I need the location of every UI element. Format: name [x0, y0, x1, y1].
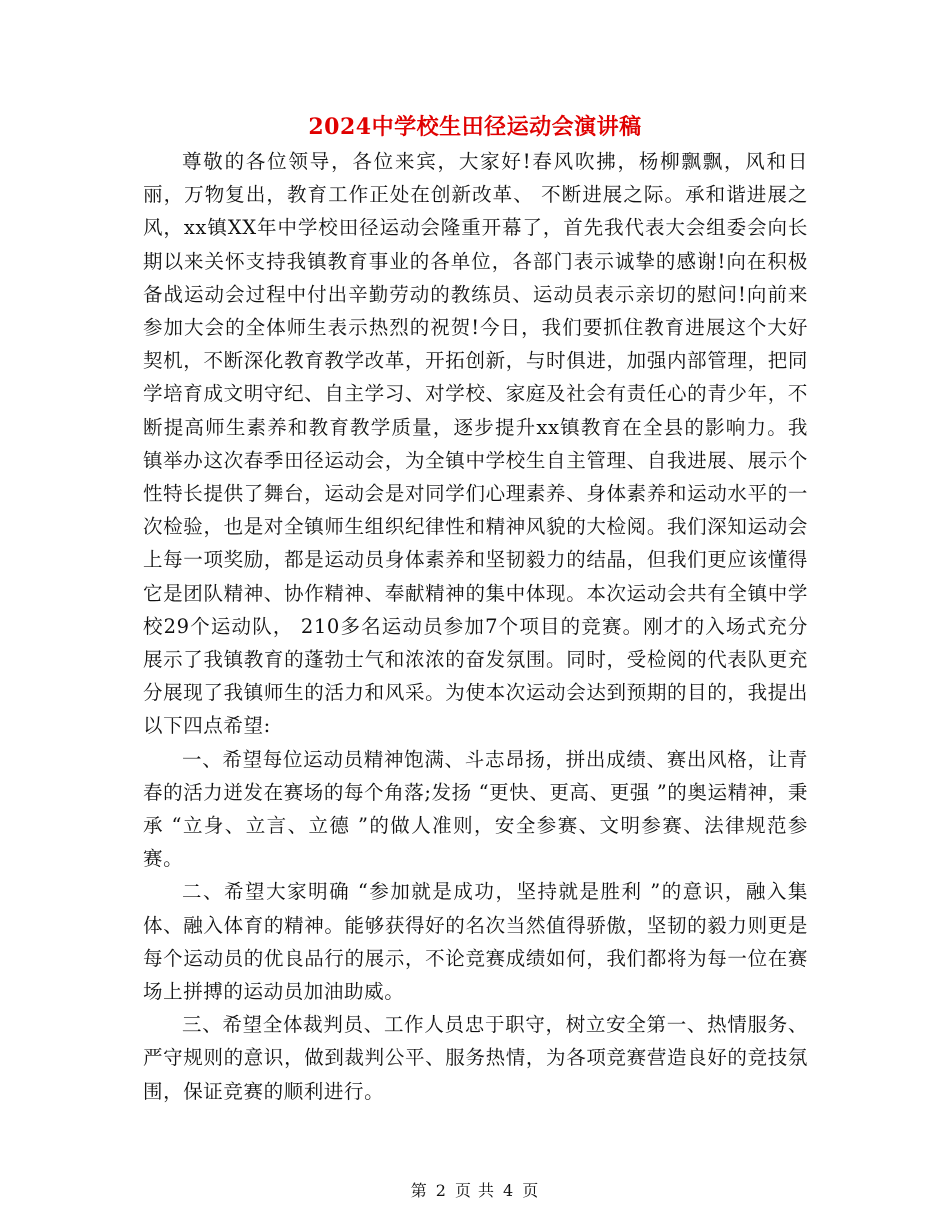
footer-prefix: 第 — [410, 1181, 428, 1200]
footer-suffix: 页 — [522, 1181, 540, 1200]
paragraph-hope-3: 三、希望全体裁判员、工作人员忠于职守，树立安全第一、热情服务、严守规则的意识，做到裁判公平、服务热情，为各项竞赛营造良好的竞技氛围，保证竞赛的顺利进行。 — [143, 1013, 808, 1103]
footer-total-pages: 4 — [503, 1181, 515, 1200]
paragraph-hope-1: 一、希望每位运动员精神饱满、斗志昂扬，拼出成绩、赛出风格，让青春的活力迸发在赛场的每个角落;发扬 “更快、更高、更强 ”的奥运精神，秉承 “立身、立言、立德 ”的做人准则，安全参赛、文明参赛、法律规范参赛。 — [143, 747, 809, 871]
page-footer — [0, 1180, 950, 1202]
footer-current-page: 2 — [435, 1181, 447, 1200]
paragraph-intro: 尊敬的各位领导，各位来宾，大家好!春风吹拂，杨柳飘飘，风和日丽，万物复出，教育工作正处在创新改革、 不断进展之际。承和谐进展之风，xx镇XX年中学校田径运动会隆重开幕了，首先我代表大会组委会向长期以来关怀支持我镇教育事业的各单位，各部门表示诚挚的感谢!向在积极备战运动会过程中付出辛勤劳动的教练员、运动员表示亲切的慰问!向前来参加大会的全体师生表示热烈的祝贺!今日，我们要抓住教育进展这个大好契机，不断深化教育教学改革，开拓创新，与时俱进，加强内部管理，把同学培育成文明守纪、自主学习、对学校、家庭及社会有责任心的青少年，不断提高师生素养和教育教学质量，逐步提升xx镇教育在全县的影响力。我镇举办这次春季田径运动会，为全镇中学校生自主管理、自我进展、展示个性特长提供了舞台，运动会是对同学们心理素养、身体素养和运动水平的一次检验，也是对全镇师生组织纪律性和精神风貌的大检阅。我们深知运动会上每一项奖励，都是运动员身体素养和坚韧毅力的结晶，但我们更应该懂得它是团队精神、协作精神、奉献精神的集中体现。本次运动会共有全镇中学校29个运动队， 210多名运动员参加7个项目的竞赛。刚才的入场式充分展示了我镇教育的蓬勃士气和浓浓的奋发氛围。同时，受检阅的代表队更充分展现了我镇师生的活力和风采。为使本次运动会达到预期的目的，我提出以下四点希望: — [143, 150, 808, 738]
footer-middle: 页 共 — [454, 1181, 496, 1200]
document-title: 2024中学校生田径运动会演讲稿 — [308, 114, 642, 140]
paragraph-hope-2: 二、希望大家明确 “参加就是成功，坚持就是胜利 ”的意识，融入集体、融入体育的精神。能够获得好的名次当然值得骄傲，坚韧的毅力则更是每个运动员的优良品行的展示，不论竞赛成绩如何，我们都将为每一位在赛场上拼搏的运动员加油助威。 — [143, 880, 808, 1004]
document-body — [143, 145, 808, 1108]
